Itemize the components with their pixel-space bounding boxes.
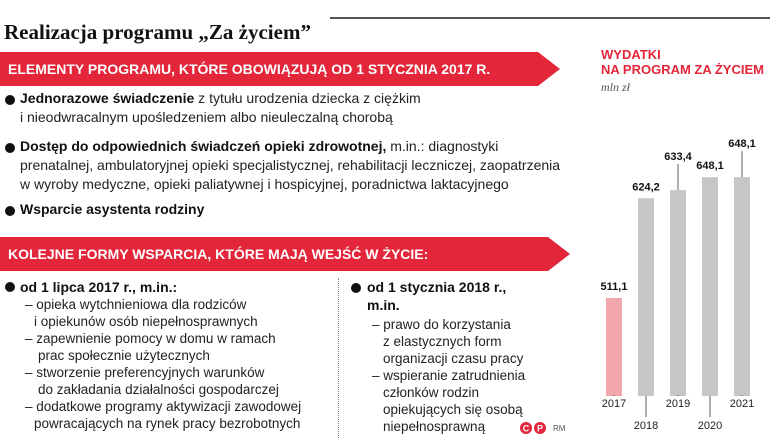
bar-2020	[702, 177, 718, 396]
banner-current-elements-text: ELEMENTY PROGRAMU, KTÓRE OBOWIĄZUJĄ OD 1 STYCZNIA 2017 R.	[8, 61, 491, 77]
right-column-line: – prawo do korzystania	[372, 317, 511, 332]
data-label-2019: 633,4	[664, 151, 692, 164]
left-column-line: powracających na rynek pracy bezrobotnych	[34, 416, 301, 431]
svg-text:P: P	[536, 423, 544, 434]
left-column-line: – stworzenie preferencyjnych warunków	[25, 365, 265, 380]
right-column-line: – wspieranie zatrudnienia	[372, 368, 526, 383]
x-tick-label-2019: 2019	[665, 398, 691, 410]
publisher-logo-icon	[519, 421, 553, 435]
banner-upcoming-support-text: KOLEJNE FORMY WSPARCIA, KTÓRE MAJĄ WEJŚĆ W ŻYCIE:	[8, 246, 429, 262]
item-one-rest: z tytułu urodzenia dziecka z ciężkim	[194, 90, 421, 106]
data-label-2020: 648,1	[696, 160, 724, 173]
bar-2018	[638, 198, 654, 396]
author-credit: RM	[553, 424, 566, 433]
right-column-line: członków rodzin	[383, 385, 480, 400]
right-column-line: organizacji czasu pracy	[383, 351, 524, 366]
left-column-line: – opieka wytchnieniowa dla rodziców	[25, 297, 247, 312]
right-column-line: z elastycznych form	[383, 334, 502, 349]
chart-unit: mln zł	[601, 80, 631, 94]
right-column-line: niepełnosprawną	[383, 419, 486, 434]
svg-text:C: C	[522, 423, 530, 434]
item-two-line3: w wyroby medyczne, opieki paliatywnej i hospicyjnej, poradnictwa laktacyjnego	[20, 176, 509, 192]
x-tick-label-2020: 2020	[697, 420, 723, 432]
left-column-line: prac społecznie użytecznych	[38, 348, 210, 363]
chart-title-line2: NA PROGRAM ZA ŻYCIEM	[601, 62, 764, 77]
bar-2019	[670, 190, 686, 396]
data-label-2021: 648,1	[728, 138, 756, 151]
right-column-heading-line1: od 1 stycznia 2018 r.,	[367, 279, 507, 295]
bar-2021	[734, 177, 750, 396]
item-two-line2: prenatalnej, ambulatoryjnej opieki specjalistycznej, rehabilitacji leczniczej, zaopatrzenia	[20, 157, 561, 173]
left-column-line: – zapewnienie pomocy w domu w ramach	[25, 331, 276, 346]
item-one-bold: Jednorazowe świadczenie	[20, 90, 195, 106]
left-column-line: – dodatkowe programy aktywizacji zawodowej	[25, 399, 302, 414]
chart-title-line1: WYDATKI	[601, 47, 661, 62]
x-tick-label-2021: 2021	[729, 398, 755, 410]
left-column-line: i opiekunów osób niepełnosprawnych	[34, 314, 258, 329]
data-label-2017: 511,1	[600, 281, 628, 294]
right-column-heading-line2: m.in.	[367, 297, 400, 313]
item-one-line2: i nieodwracalnym upośledzeniem albo nieuleczalną chorobą	[20, 109, 393, 125]
x-tick-label-2018: 2018	[633, 420, 659, 432]
left-column-line: do zakładania działalności gospodarczej	[38, 382, 279, 397]
x-tick-label-2017: 2017	[601, 398, 627, 410]
item-two-rest: m.in.: diagnostyki	[386, 138, 499, 154]
left-column-heading: od 1 lipca 2017 r., m.in.:	[20, 279, 178, 295]
data-label-2018: 624,2	[632, 181, 660, 194]
right-column-line: opiekujących się osobą	[383, 402, 523, 417]
item-two-bold: Dostęp do odpowiednich świadczeń opieki zdrowotnej,	[20, 138, 387, 154]
page-title: Realizacja programu „Za życiem”	[4, 20, 311, 44]
bar-2017	[606, 298, 622, 396]
item-three-bold: Wsparcie asystenta rodziny	[20, 201, 205, 217]
